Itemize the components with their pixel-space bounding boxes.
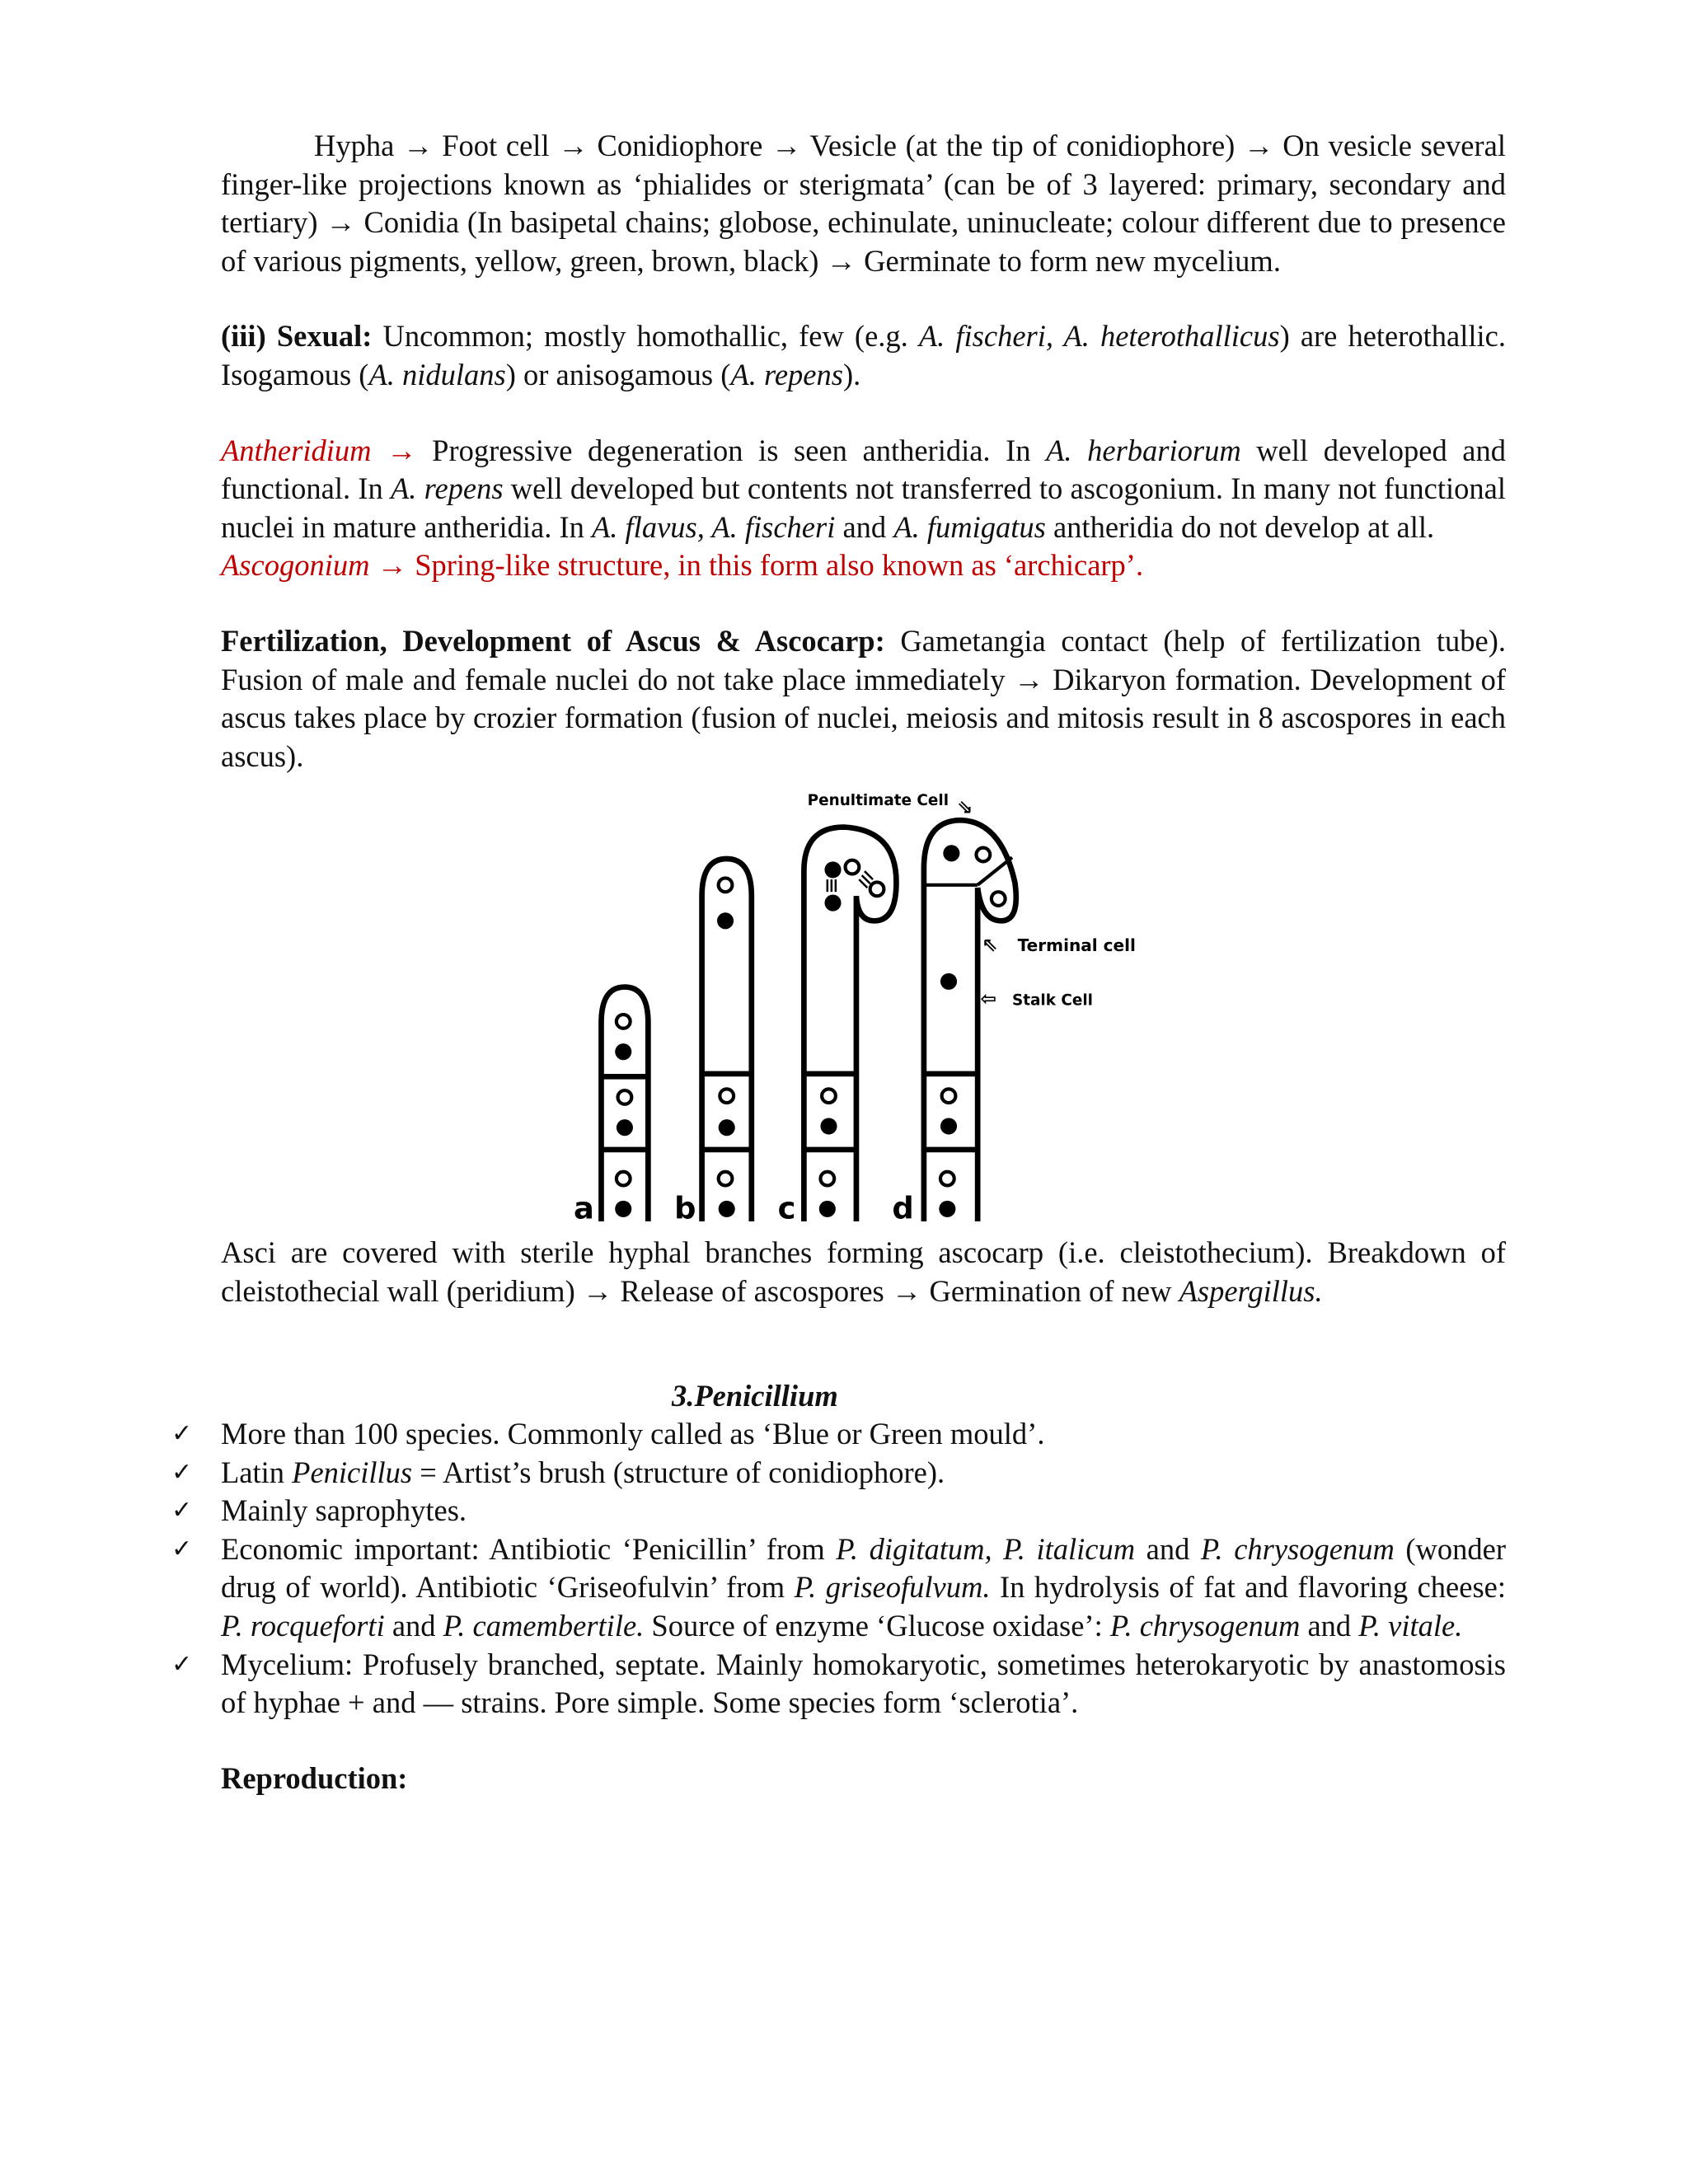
text-segment: Progressive degeneration is seen antheridia. In — [416, 433, 1047, 467]
text-segment: and — [835, 509, 894, 544]
text-segment: and — [384, 1609, 443, 1643]
conidiophore-paragraph — [221, 127, 1506, 280]
text-segment: Penicillus — [292, 1455, 413, 1489]
checkmark-icon: ✓ — [171, 1649, 193, 1679]
text-segment: well developed but contents not transferred to ascogonium. In many not functional nuclei in mature antheridia. In — [221, 471, 1506, 544]
text-segment: Latin — [221, 1455, 293, 1489]
filled-nuclei — [615, 846, 959, 1218]
label-d: d — [892, 1190, 914, 1226]
gametangia-section — [221, 432, 1506, 585]
reproduction-heading — [221, 1760, 1506, 1798]
text-segment: Source of enzyme ‘Glucose oxidase’: — [644, 1609, 1110, 1643]
open-nuclei — [617, 848, 1006, 1186]
text-segment: → Spring-like structure, in this form also known as ‘archicarp’. — [369, 548, 1144, 583]
ascus-tubes — [601, 820, 1015, 1221]
fertilization-paragraph — [221, 622, 1506, 776]
checkmark-icon: ✓ — [171, 1419, 193, 1449]
text-segment: P. griseofulvum. — [794, 1570, 991, 1605]
text-segment: Antheridium — [221, 433, 372, 467]
checkmark-icon: ✓ — [171, 1457, 193, 1487]
penultimate-cell-label: Penultimate Cell — [807, 792, 950, 810]
antheridium-paragraph — [221, 432, 1506, 547]
terminal-arrow-icon: ⇖ — [982, 933, 998, 957]
text-segment: A. herbariorum — [1046, 433, 1241, 467]
text-segment: Fertilization, Development of Ascus & Ascocarp: — [221, 623, 885, 658]
text-segment: Ascogonium — [221, 548, 370, 583]
text-segment: P. vitale. — [1358, 1609, 1463, 1643]
sexual-paragraph — [221, 317, 1506, 394]
text-segment: (wonder drug of world). Antibiotic ‘Griseofulvin’ from — [221, 1531, 1507, 1605]
checkmark-icon: ✓ — [171, 1496, 193, 1526]
text-segment: and — [1135, 1531, 1201, 1566]
ascogonium-paragraph — [221, 546, 1506, 585]
text-segment: well developed and functional. In — [221, 433, 1507, 506]
text-segment: ) are heterothallic. Isogamous ( — [221, 319, 1507, 391]
text-segment: Gametangia contact (help of fertilization tube). Fusion of male and female nuclei do not take place immediately → Dikaryon formation. Development of ascus takes place by crozier formation (fusion of nuclei, meiosis and mitosis result in 8 ascospores in each ascus). — [221, 623, 1506, 773]
label-b: b — [674, 1190, 696, 1226]
section-heading-penicillium: 3.Penicillium — [672, 1378, 838, 1413]
text-segment: → — [371, 433, 417, 467]
text-segment: ) or anisogamous ( — [505, 357, 731, 391]
text-segment: and — [1300, 1609, 1359, 1643]
text-segment: antheridia do not develop at all. — [1045, 509, 1435, 544]
text-segment: P. rocqueforti — [221, 1609, 385, 1643]
text-segment: A. fumigatus — [893, 509, 1046, 544]
text-segment: Economic important: Antibiotic ‘Penicillin’ from — [221, 1531, 837, 1566]
text-segment: = Artist’s brush (structure of conidiophore). — [412, 1455, 945, 1489]
text-segment: ). — [842, 357, 861, 391]
text-segment: A. flavus, A. fischeri — [592, 509, 836, 544]
penicillium-bullet-list — [171, 1415, 1507, 1722]
text-segment: (iii) Sexual: — [221, 319, 373, 354]
text-segment: P. camembertile. — [443, 1609, 645, 1643]
label-a: a — [574, 1190, 594, 1226]
text-segment: Mainly saprophytes. — [221, 1493, 467, 1528]
text-segment: P. chrysogenum — [1200, 1531, 1395, 1566]
bullet-item — [171, 1530, 1507, 1646]
text-segment: A. fischeri, A. heterothallicus — [918, 319, 1280, 354]
crozier-formation-diagram — [551, 779, 1186, 1234]
text-segment: A. nidulans — [368, 357, 506, 391]
text-segment: P. digitatum, P. italicum — [836, 1531, 1136, 1566]
bullet-item — [171, 1415, 1506, 1454]
bullet-item — [171, 1646, 1506, 1722]
text-segment: Mycelium: Profusely branched, septate. Mainly homokaryotic, sometimes heterokaryotic by anastomosis of hyphae + and — strains. Pore simple. Some species form ‘sclerotia’. — [221, 1647, 1506, 1720]
stalk-arrow-icon: ⇦ — [980, 987, 997, 1010]
text-segment: Hypha → Foot cell → Conidiophore → Vesicle (at the tip of conidiophore) → On vesicle several finger-like projections known as ‘phialides or sterigmata’ (can be of 3 layered: primary, secondary and tertiary) → Conidia (In basipetal chains; globose, echinulate, uninucleate; colour different due to presence of various pigments, yellow, green, brown, black) → Germinate to form new mycelium. — [221, 129, 1506, 278]
bullet-item — [171, 1492, 1506, 1530]
label-c: c — [777, 1190, 796, 1226]
text-segment: Aspergillus. — [1179, 1273, 1323, 1308]
asci-paragraph — [221, 1234, 1506, 1310]
page-content — [171, 127, 1507, 1797]
tube-d — [924, 820, 1016, 1221]
text-segment: In hydrolysis of fat and flavoring cheese: — [990, 1570, 1507, 1605]
bullet-item — [171, 1454, 1506, 1493]
penultimate-arrow-icon: ⇘ — [957, 795, 973, 819]
text-segment: A. repens — [390, 471, 504, 506]
text-segment: Uncommon; mostly homothallic, few (e.g. — [372, 319, 919, 354]
text-segment: A. repens — [730, 357, 843, 391]
checkmark-icon: ✓ — [171, 1534, 193, 1563]
text-segment: Asci are covered with sterile hyphal branches forming ascocarp (i.e. cleistothecium). Breakdown of cleistothecial wall (peridium) → Release of ascospores → Germination of new — [221, 1235, 1506, 1308]
text-segment: P. chrysogenum — [1109, 1609, 1301, 1643]
terminal-cell-label: Terminal cell — [1017, 935, 1136, 956]
text-segment: Reproduction: — [221, 1760, 408, 1795]
stalk-cell-label: Stalk Cell — [1011, 991, 1093, 1010]
text-segment: More than 100 species. Commonly called as ‘Blue or Green mould’. — [221, 1417, 1045, 1451]
